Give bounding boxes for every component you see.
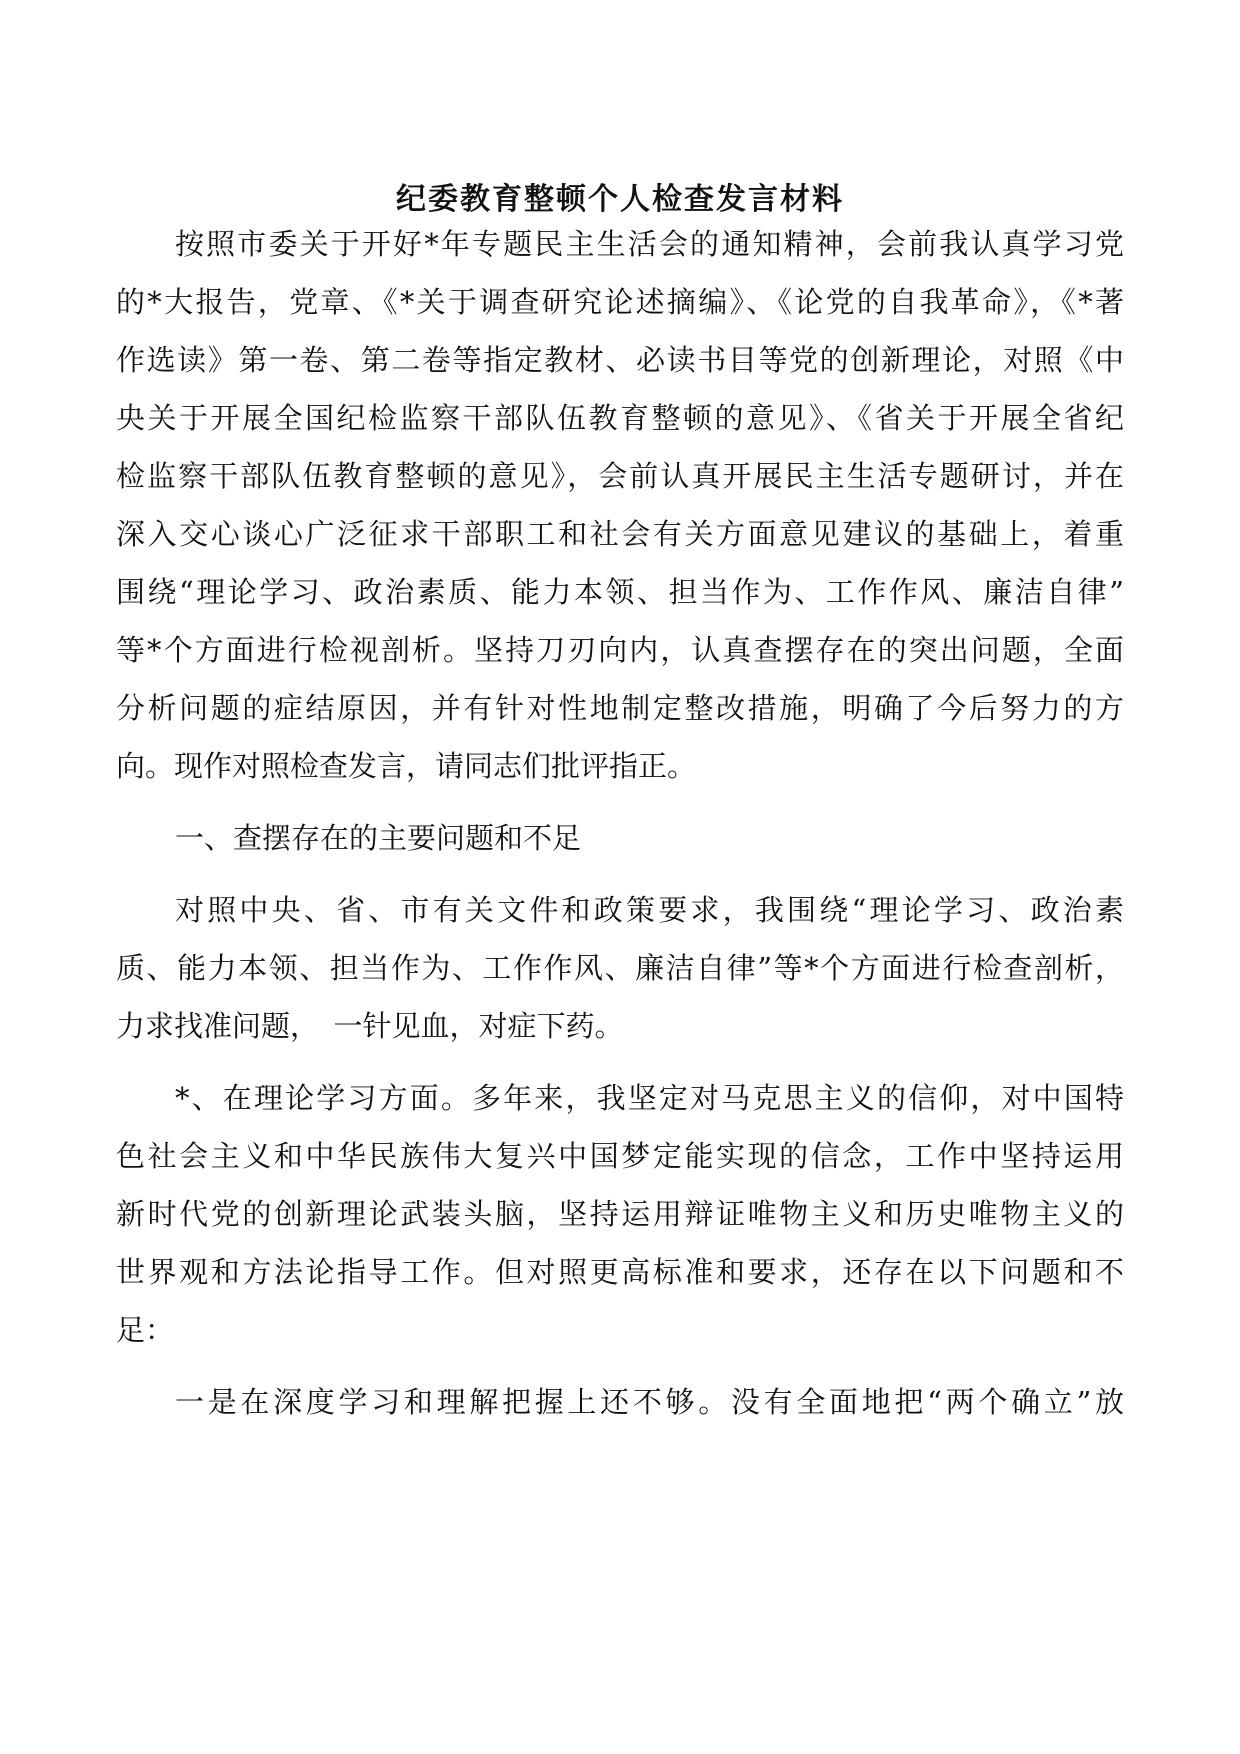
- paragraph-line: 向。现作对照检查发言，请同志们批评指正。: [116, 749, 697, 783]
- paragraph-line: 足：: [116, 1313, 175, 1347]
- paragraph-line: 对照中央、省、市有关文件和政策要求，我围绕“理论学习、政治素: [175, 893, 1124, 927]
- section-heading: 一、查摆存在的主要问题和不足: [175, 821, 582, 855]
- paragraph-line: 央关于开展全国纪检监察干部队伍教育整顿的意见》、《省关于开展全省纪: [116, 401, 1124, 435]
- paragraph-line: 等*个方面进行检视剖析。坚持刀刃向内，认真查摆存在的突出问题，全面: [116, 633, 1124, 667]
- paragraph-line: 作选读》第一卷、第二卷等指定教材、必读书目等党的创新理论，对照《中: [116, 343, 1124, 377]
- paragraph-line: 按照市委关于开好*年专题民主生活会的通知精神，会前我认真学习党: [175, 227, 1124, 261]
- paragraph-line: 色社会主义和中华民族伟大复兴中国梦定能实现的信念，工作中坚持运用: [116, 1139, 1124, 1173]
- paragraph-line: *、在理论学习方面。多年来，我坚定对马克思主义的信仰，对中国特: [175, 1081, 1124, 1115]
- paragraph-line: 质、能力本领、担当作为、工作作风、廉洁自律”等*个方面进行检查剖析，: [116, 951, 1124, 985]
- paragraph-line: 世界观和方法论指导工作。但对照更高标准和要求，还存在以下问题和不: [116, 1255, 1124, 1289]
- paragraph-line: 的*大报告，党章、《*关于调查研究论述摘编》、《论党的自我革命》，《*著: [116, 285, 1124, 319]
- paragraph-line: 深入交心谈心广泛征求干部职工和社会有关方面意见建议的基础上，着重: [116, 517, 1124, 551]
- paragraph-line: 一是在深度学习和理解把握上还不够。没有全面地把“两个确立”放: [175, 1385, 1124, 1419]
- paragraph-line: 新时代党的创新理论武装头脑，坚持运用辩证唯物主义和历史唯物主义的: [116, 1197, 1124, 1231]
- document-title: 纪委教育整顿个人检查发言材料: [396, 182, 844, 217]
- paragraph-line: 分析问题的症结原因，并有针对性地制定整改措施，明确了今后努力的方: [116, 691, 1124, 725]
- paragraph-line: 力求找准问题， 一针见血，对症下药。: [116, 1009, 624, 1043]
- paragraph-line: 围绕“理论学习、政治素质、能力本领、担当作为、工作作风、廉洁自律”: [116, 575, 1124, 609]
- paragraph-line: 检监察干部队伍教育整顿的意见》，会前认真开展民主生活专题研讨，并在: [116, 459, 1124, 493]
